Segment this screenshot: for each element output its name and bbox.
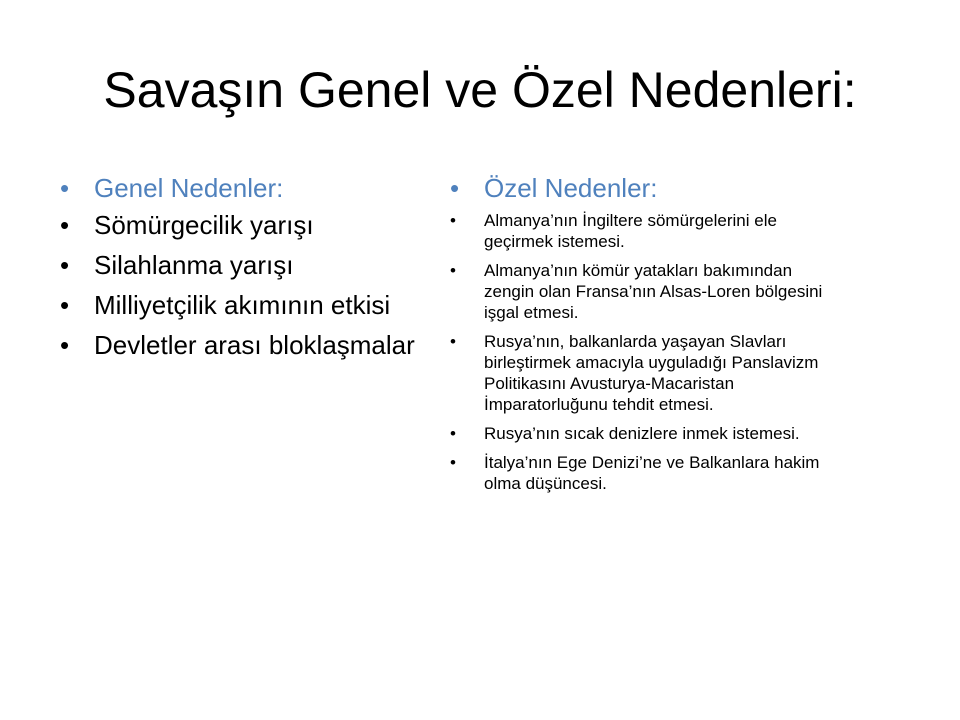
- list-item: [448, 260, 838, 323]
- bullet-icon: •: [450, 261, 456, 280]
- bullet-icon: •: [450, 173, 460, 203]
- bullet-icon: •: [450, 211, 456, 230]
- list-item: [58, 210, 418, 240]
- bullet-icon: •: [450, 453, 456, 472]
- slide-title: Savaşın Genel ve Özel Nedenleri:: [103, 62, 857, 118]
- list-item-text: Almanya’nın İngiltere sömürgelerini ele geçirmek istemesi.: [484, 211, 777, 251]
- list-item: [448, 423, 838, 444]
- specific-causes-heading: [448, 172, 838, 204]
- list-item-text: Rusya’nın sıcak denizlere inmek istemesi.: [484, 424, 800, 443]
- general-causes-list: [58, 172, 418, 370]
- list-item-text: Devletler arası bloklaşmalar: [94, 330, 415, 360]
- bullet-icon: •: [450, 424, 456, 443]
- list-item: [448, 210, 838, 252]
- specific-causes-list: [448, 172, 838, 502]
- list-item-text: Sömürgecilik yarışı: [94, 210, 314, 240]
- list-item: [58, 330, 418, 360]
- specific-causes-heading-label: Özel Nedenler:: [484, 173, 658, 203]
- list-item: [448, 331, 838, 415]
- list-item: [58, 250, 418, 280]
- general-causes-heading: [58, 172, 418, 204]
- bullet-icon: •: [60, 250, 70, 280]
- list-item-text: İtalya’nın Ege Denizi’ne ve Balkanlara hakim olma düşüncesi.: [484, 453, 820, 493]
- bullet-icon: •: [60, 290, 70, 320]
- list-item: [58, 290, 418, 320]
- list-item-text: Silahlanma yarışı: [94, 250, 294, 280]
- bullet-icon: •: [60, 173, 70, 203]
- list-item-text: Milliyetçilik akımının etkisi: [94, 290, 391, 320]
- bullet-icon: •: [450, 332, 456, 351]
- list-item-text: Rusya’nın, balkanlarda yaşayan Slavları birleştirmek amacıyla uyguladığı Panslavizm Politikasını Avusturya-Macaristan İmparatorluğunu tehdit etmesi.: [484, 332, 819, 414]
- list-item-text: Almanya’nın kömür yatakları bakımından zengin olan Fransa’nın Alsas-Loren bölgesini işgal etmesi.: [484, 261, 823, 322]
- list-item: [448, 452, 838, 494]
- general-causes-heading-label: Genel Nedenler:: [94, 173, 284, 203]
- bullet-icon: •: [60, 210, 70, 240]
- bullet-icon: •: [60, 330, 70, 360]
